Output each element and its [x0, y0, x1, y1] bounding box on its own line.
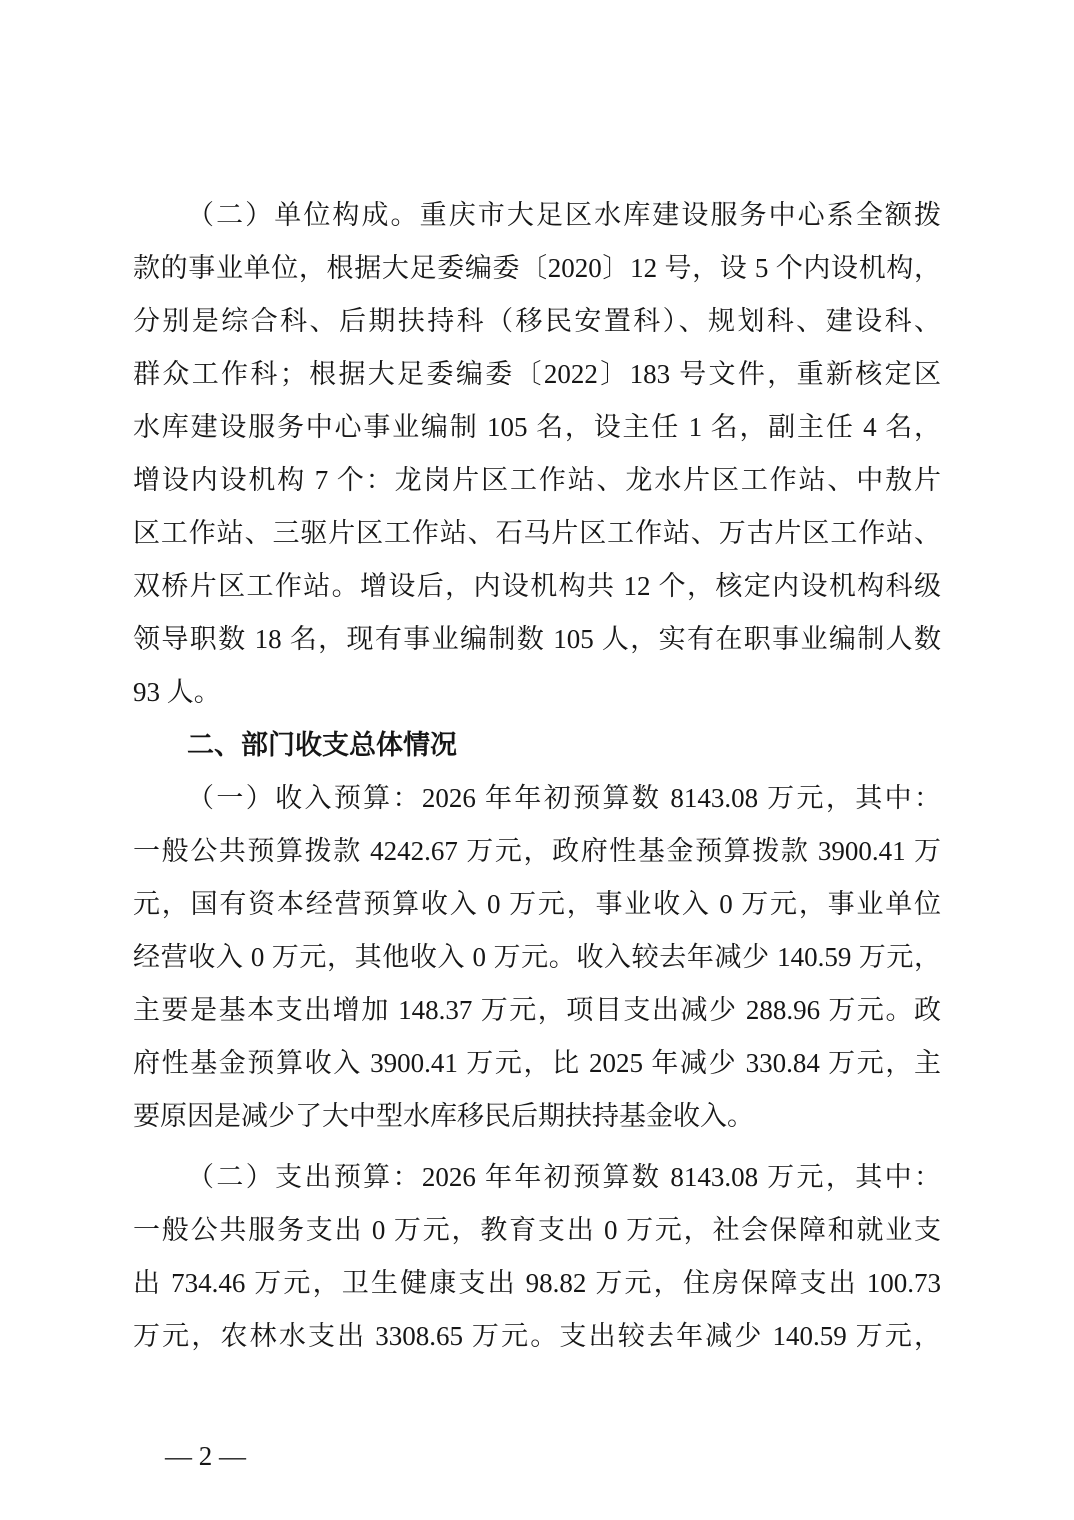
paragraph-line: 水库建设服务中心事业编制 105 名，设主任 1 名，副主任 4 名， — [133, 412, 941, 442]
paragraph-line: 群众工作科；根据大足委编委〔2022〕183 号文件，重新核定区 — [133, 359, 941, 389]
section-heading-block — [133, 719, 941, 772]
paragraph-line: 区工作站、三驱片区工作站、石马片区工作站、万古片区工作站、 — [133, 518, 941, 548]
paragraph-line: （二）支出预算：2026 年年初预算数 8143.08 万元，其中： — [187, 1162, 941, 1192]
paragraph-line: 分别是综合科、后期扶持科（移民安置科）、规划科、建设科、 — [133, 306, 941, 336]
paragraph-line: （二）单位构成。重庆市大足区水库建设服务中心系全额拨 — [187, 200, 941, 230]
paragraph-line: 款的事业单位，根据大足委编委〔2020〕12 号，设 5 个内设机构， — [133, 253, 941, 283]
paragraph-line: 领导职数 18 名，现有事业编制数 105 人，实有在职事业编制人数 — [133, 624, 941, 654]
paragraph-line: 主要是基本支出增加 148.37 万元，项目支出减少 288.96 万元。政 — [133, 995, 941, 1025]
paragraph-expenditure-budget — [133, 1151, 941, 1363]
paragraph-line: （一）收入预算：2026 年年初预算数 8143.08 万元，其中： — [187, 783, 941, 813]
paragraph-line: 双桥片区工作站。增设后，内设机构共 12 个，核定内设机构科级 — [133, 571, 941, 601]
paragraph-line: 府性基金预算收入 3900.41 万元，比 2025 年减少 330.84 万元，主 — [133, 1048, 941, 1078]
paragraph-line: 经营收入 0 万元，其他收入 0 万元。收入较去年减少 140.59 万元， — [133, 942, 941, 972]
document-body — [133, 189, 941, 1363]
paragraph-line: 93 人。 — [133, 677, 221, 707]
paragraph-line: 一般公共预算拨款 4242.67 万元，政府性基金预算拨款 3900.41 万 — [133, 836, 941, 866]
paragraph-income-budget — [133, 772, 941, 1143]
paragraph-line: 出 734.46 万元，卫生健康支出 98.82 万元，住房保障支出 100.73 — [133, 1268, 941, 1298]
paragraph-line: 增设内设机构 7 个：龙岗片区工作站、龙水片区工作站、中敖片 — [133, 465, 941, 495]
paragraph-line: 要原因是减少了大中型水库移民后期扶持基金收入。 — [133, 1101, 754, 1131]
page-number: — 2 — — [165, 1441, 246, 1471]
paragraph-line: 万元，农林水支出 3308.65 万元。支出较去年减少 140.59 万元， — [133, 1321, 941, 1351]
paragraph-line: 一般公共服务支出 0 万元，教育支出 0 万元，社会保障和就业支 — [133, 1215, 941, 1245]
section-heading: 二、部门收支总体情况 — [187, 730, 457, 761]
paragraph-unit-composition — [133, 189, 941, 719]
paragraph-line: 元，国有资本经营预算收入 0 万元，事业收入 0 万元，事业单位 — [133, 889, 941, 919]
